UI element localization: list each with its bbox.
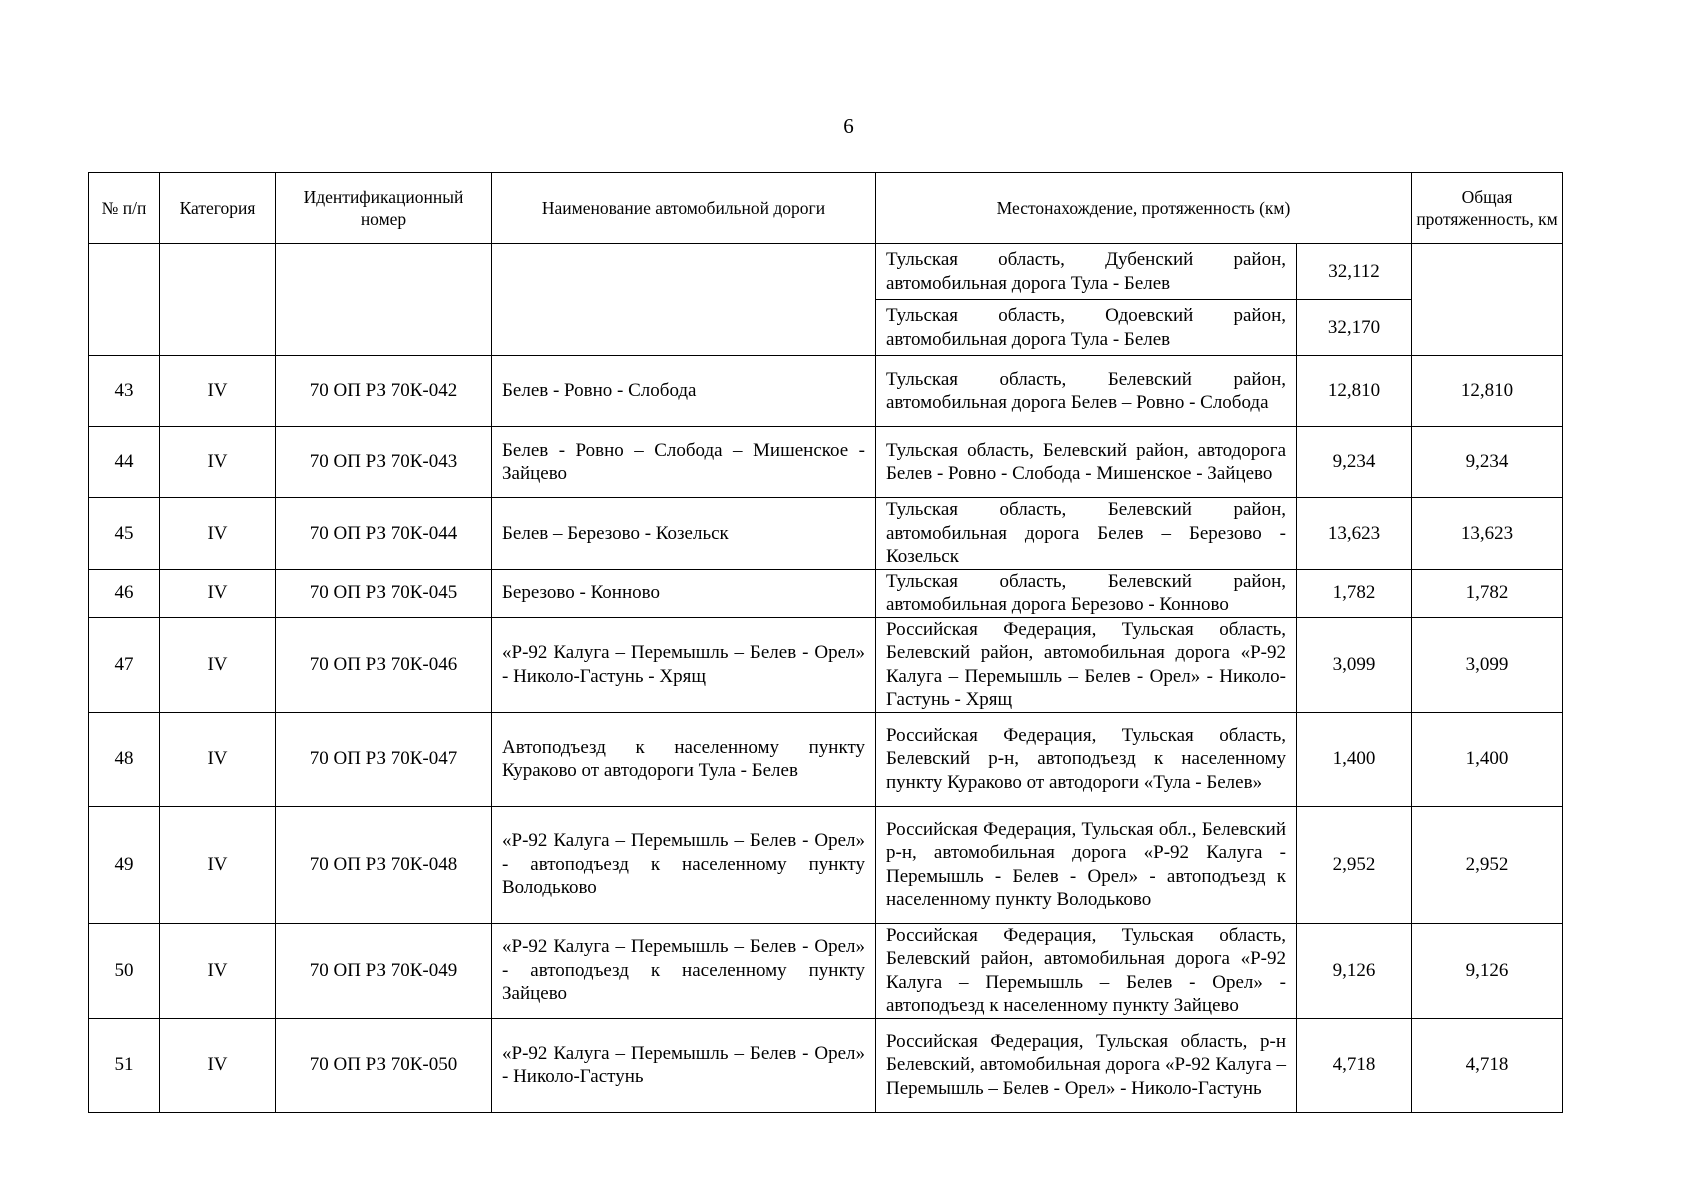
cell-name: «Р-92 Калуга – Перемышль – Белев - Орел» - Николо-Гастунь [492,1018,876,1112]
header-num: № п/п [89,173,160,244]
cell-location: Российская Федерация, Тульская область, Белевский р-н, автоподъезд к населенному пункту Кураково от автодороги «Тула - Белев» [876,712,1297,806]
cell-total: 13,623 [1412,498,1563,570]
cell-id: 70 ОП РЗ 70К-043 [276,427,492,498]
cell-total: 3,099 [1412,617,1563,712]
cell-id: 70 ОП РЗ 70К-049 [276,923,492,1018]
cell-name [492,244,876,356]
cell-name: Белев - Ровно - Слобода [492,356,876,427]
cell-category [160,244,276,356]
cell-length: 3,099 [1297,617,1412,712]
cell-category: IV [160,712,276,806]
cell-location: Российская Федерация, Тульская обл., Белевский р-н, автомобильная дорога «Р-92 Калуга - Перемышль - Белев - Орел» - автоподъезд к населенному пункту Володьково [876,806,1297,923]
table-row [89,569,1563,617]
cell-id [276,244,492,356]
cell-num: 49 [89,806,160,923]
cell-num: 50 [89,923,160,1018]
cell-total: 9,126 [1412,923,1563,1018]
cell-length: 9,126 [1297,923,1412,1018]
roads-table [88,172,1563,1113]
cell-length: 9,234 [1297,427,1412,498]
cell-length: 32,112 [1297,244,1412,300]
cell-name: «Р-92 Калуга – Перемышль – Белев - Орел» - автоподъезд к населенному пункту Володьково [492,806,876,923]
cell-length: 2,952 [1297,806,1412,923]
cell-location: Тульская область, Белевский район, автомобильная дорога Белев – Ровно - Слобода [876,356,1297,427]
cell-id: 70 ОП РЗ 70К-050 [276,1018,492,1112]
cell-total: 4,718 [1412,1018,1563,1112]
cell-num: 48 [89,712,160,806]
cell-length: 12,810 [1297,356,1412,427]
cell-id: 70 ОП РЗ 70К-042 [276,356,492,427]
cell-category: IV [160,1018,276,1112]
cell-location: Тульская область, Белевский район, автомобильная дорога Березово - Конново [876,569,1297,617]
cell-location: Тульская область, Белевский район, автомобильная дорога Белев – Березово - Козельск [876,498,1297,570]
cell-total: 9,234 [1412,427,1563,498]
header-category: Категория [160,173,276,244]
cell-location: Российская Федерация, Тульская область, Белевский район, автомобильная дорога «Р-92 Калуга – Перемышль – Белев - Орел» - автоподъезд к населенному пункту Зайцево [876,923,1297,1018]
table-row [89,712,1563,806]
cell-id: 70 ОП РЗ 70К-044 [276,498,492,570]
header-id: Идентификационный номер [276,173,492,244]
cell-category: IV [160,356,276,427]
cell-length: 32,170 [1297,300,1412,356]
cell-id: 70 ОП РЗ 70К-048 [276,806,492,923]
cell-location: Тульская область, Дубенский район, автомобильная дорога Тула - Белев [876,244,1297,300]
cell-id: 70 ОП РЗ 70К-046 [276,617,492,712]
cell-category: IV [160,569,276,617]
cell-id: 70 ОП РЗ 70К-045 [276,569,492,617]
cell-num: 45 [89,498,160,570]
cell-location: Тульская область, Белевский район, автодорога Белев - Ровно - Слобода - Мишенское - Зайцево [876,427,1297,498]
cell-length: 4,718 [1297,1018,1412,1112]
table-row [89,617,1563,712]
table-row-continuation [89,244,1563,300]
table-row [89,1018,1563,1112]
table-row [89,806,1563,923]
cell-num: 47 [89,617,160,712]
cell-name: Белев – Березово - Козельск [492,498,876,570]
cell-name: Березово - Конново [492,569,876,617]
header-name: Наименование автомобильной дороги [492,173,876,244]
cell-category: IV [160,923,276,1018]
page-number: 6 [843,114,854,138]
cell-location: Тульская область, Одоевский район, автомобильная дорога Тула - Белев [876,300,1297,356]
cell-location: Российская Федерация, Тульская область, р-н Белевский, автомобильная дорога «Р-92 Калуга – Перемышль – Белев - Орел» - Николо-Гастунь [876,1018,1297,1112]
cell-num: 43 [89,356,160,427]
cell-length: 1,400 [1297,712,1412,806]
header-location: Местонахождение, протяженность (км) [876,173,1412,244]
cell-name: Белев - Ровно – Слобода – Мишенское - Зайцево [492,427,876,498]
cell-num [89,244,160,356]
cell-name: «Р-92 Калуга – Перемышль – Белев - Орел» - Николо-Гастунь - Хрящ [492,617,876,712]
cell-total [1412,244,1563,356]
cell-category: IV [160,617,276,712]
cell-total: 1,782 [1412,569,1563,617]
cell-id: 70 ОП РЗ 70К-047 [276,712,492,806]
cell-total: 2,952 [1412,806,1563,923]
cell-total: 12,810 [1412,356,1563,427]
cell-category: IV [160,498,276,570]
table-row [89,498,1563,570]
header-total: Общая протяженность, км [1412,173,1563,244]
cell-category: IV [160,806,276,923]
cell-name: «Р-92 Калуга – Перемышль – Белев - Орел» - автоподъезд к населенному пункту Зайцево [492,923,876,1018]
cell-category: IV [160,427,276,498]
table-header-row [89,173,1563,244]
table-row [89,923,1563,1018]
cell-name: Автоподъезд к населенному пункту Кураково от автодороги Тула - Белев [492,712,876,806]
cell-num: 44 [89,427,160,498]
table-row [89,356,1563,427]
cell-total: 1,400 [1412,712,1563,806]
cell-num: 46 [89,569,160,617]
cell-num: 51 [89,1018,160,1112]
cell-length: 13,623 [1297,498,1412,570]
cell-length: 1,782 [1297,569,1412,617]
table-row [89,427,1563,498]
cell-location: Российская Федерация, Тульская область, Белевский район, автомобильная дорога «Р-92 Калуга – Перемышль – Белев - Орел» - Николо-Гастунь - Хрящ [876,617,1297,712]
